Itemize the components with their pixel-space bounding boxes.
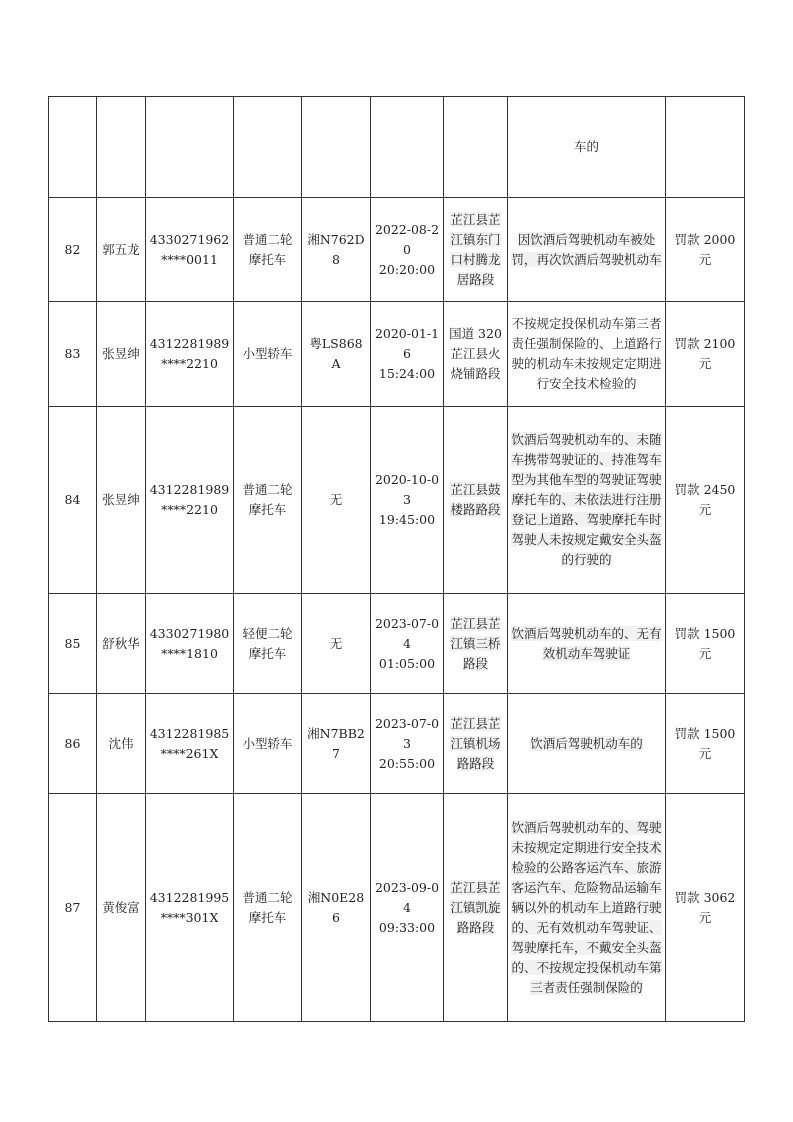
row-number: 82 — [49, 198, 97, 302]
id-number — [146, 97, 234, 198]
person-name — [97, 97, 146, 198]
table-row — [49, 407, 745, 594]
row-number: 87 — [49, 794, 97, 1022]
plate-number: 湘N762D8 — [302, 198, 371, 302]
violation-description: 因饮酒后驾驶机动车被处罚，再次饮酒后驾驶机动车 — [508, 198, 666, 302]
person-name: 郭五龙 — [97, 198, 146, 302]
location: 芷江县芷江镇凯旋路路段 — [444, 794, 508, 1022]
plate-number: 湘N7BB27 — [302, 694, 371, 794]
id-number: 4312281989 ****2210 — [146, 302, 234, 407]
person-name: 黄俊富 — [97, 794, 146, 1022]
vehicle-type: 轻便二轮摩托车 — [234, 594, 302, 694]
violation-time: 2020-10-03 19:45:00 — [371, 407, 444, 594]
id-number: 4330271980 ****1810 — [146, 594, 234, 694]
row-number: 84 — [49, 407, 97, 594]
violation-description: 饮酒后驾驶机动车的、未随车携带驾驶证的、持准驾车型为其他车型的驾驶证驾驶摩托车的、未依法进行注册登记上道路、驾驶摩托车时驾驶人未按规定戴安全头盔的行驶的 — [508, 407, 666, 594]
violation-description: 饮酒后驾驶机动车的、驾驶未按规定定期进行安全技术检验的公路客运汽车、旅游客运汽车、危险物品运输车辆以外的机动车上道路行驶的、无有效机动车驾驶证、驾驶摩托车，不戴安全头盔的、不按规定投保机动车第三者责任强制保险的 — [508, 794, 666, 1022]
plate-number — [302, 97, 371, 198]
violation-description: 不按规定投保机动车第三者责任强制保险的、上道路行驶的机动车未按规定定期进行安全技术检验的 — [508, 302, 666, 407]
violations-table — [48, 96, 745, 1022]
location: 芷江县鼓楼路路段 — [444, 407, 508, 594]
person-name: 张昱绅 — [97, 407, 146, 594]
vehicle-type: 普通二轮摩托车 — [234, 407, 302, 594]
violation-time: 2020-01-16 15:24:00 — [371, 302, 444, 407]
location: 芷江县芷江镇东门口村腾龙居路段 — [444, 198, 508, 302]
row-number: 83 — [49, 302, 97, 407]
person-name: 张昱绅 — [97, 302, 146, 407]
vehicle-type: 普通二轮摩托车 — [234, 198, 302, 302]
plate-number: 无 — [302, 594, 371, 694]
person-name: 舒秋华 — [97, 594, 146, 694]
person-name: 沈伟 — [97, 694, 146, 794]
violation-time — [371, 97, 444, 198]
penalty: 罚款 2450元 — [666, 407, 745, 594]
location: 国道 320 芷江县火烧铺路段 — [444, 302, 508, 407]
penalty: 罚款 3062元 — [666, 794, 745, 1022]
id-number: 4330271962 ****0011 — [146, 198, 234, 302]
violation-description: 饮酒后驾驶机动车的 — [508, 694, 666, 794]
table-row — [49, 694, 745, 794]
table-row — [49, 97, 745, 198]
vehicle-type — [234, 97, 302, 198]
plate-number: 粤LS868A — [302, 302, 371, 407]
penalty: 罚款 2100元 — [666, 302, 745, 407]
penalty — [666, 97, 745, 198]
vehicle-type: 小型轿车 — [234, 302, 302, 407]
id-number: 4312281985 ****261X — [146, 694, 234, 794]
violation-time: 2023-07-04 01:05:00 — [371, 594, 444, 694]
vehicle-type: 小型轿车 — [234, 694, 302, 794]
row-number: 86 — [49, 694, 97, 794]
violation-time: 2023-09-04 09:33:00 — [371, 794, 444, 1022]
violation-time: 2023-07-03 20:55:00 — [371, 694, 444, 794]
table-row — [49, 794, 745, 1022]
violation-description: 车的 — [508, 97, 666, 198]
row-number: 85 — [49, 594, 97, 694]
table-row — [49, 594, 745, 694]
location: 芷江县芷江镇三桥路段 — [444, 594, 508, 694]
penalty: 罚款 1500元 — [666, 594, 745, 694]
penalty: 罚款 2000元 — [666, 198, 745, 302]
vehicle-type: 普通二轮摩托车 — [234, 794, 302, 1022]
penalty: 罚款 1500元 — [666, 694, 745, 794]
row-number — [49, 97, 97, 198]
table-row — [49, 198, 745, 302]
id-number: 4312281989 ****2210 — [146, 407, 234, 594]
violation-time: 2022-08-20 20:20:00 — [371, 198, 444, 302]
violation-description: 饮酒后驾驶机动车的、无有效机动车驾驶证 — [508, 594, 666, 694]
plate-number: 无 — [302, 407, 371, 594]
table-row — [49, 302, 745, 407]
location — [444, 97, 508, 198]
plate-number: 湘N0E286 — [302, 794, 371, 1022]
id-number: 4312281995 ****301X — [146, 794, 234, 1022]
location: 芷江县芷江镇机场路路段 — [444, 694, 508, 794]
